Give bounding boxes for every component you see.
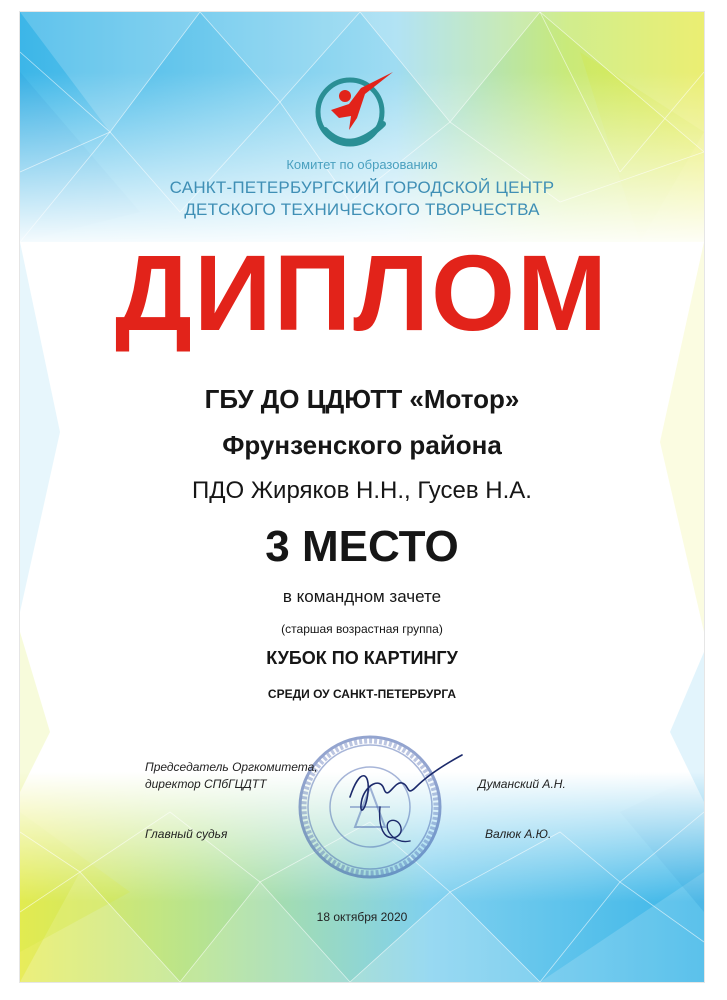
- diploma-page: [20, 12, 704, 982]
- competition-name: КУБОК ПО КАРТИНГУ: [266, 648, 458, 668]
- competition-scope: СРЕДИ ОУ САНКТ-ПЕТЕРБУРГА: [267, 687, 457, 701]
- recipient-organization: ГБУ ДО ЦДЮТТ «Мотор»: [204, 384, 520, 414]
- chair-title-line-2: директор СПбГЦДТТ: [145, 777, 267, 791]
- award-category: в командном зачете: [282, 587, 442, 606]
- judge-title: Главный судья: [145, 827, 228, 841]
- handwritten-signature-icon: [340, 737, 470, 857]
- recipient-teachers: ПДО Жиряков Н.Н., Гусев Н.А.: [192, 477, 532, 504]
- organization-line-1: САНКТ-ПЕТЕРБУРГСКИЙ ГОРОДСКОЙ ЦЕНТР: [169, 178, 555, 197]
- chair-title-line-1: Председатель Оргкомитета,: [145, 760, 318, 774]
- center-logo-icon: [305, 60, 405, 160]
- recipient-district: Фрунзенского района: [222, 430, 502, 460]
- issue-date: 18 октября 2020: [316, 910, 408, 924]
- organization-line-2: ДЕТСКОГО ТЕХНИЧЕСКОГО ТВОРЧЕСТВА: [184, 200, 540, 219]
- award-place: 3 МЕСТО: [265, 522, 459, 571]
- chair-name: Думанский А.Н.: [478, 777, 566, 791]
- diploma-title: ДИПЛОМ: [115, 232, 609, 353]
- committee-name: Комитет по образованию: [286, 157, 438, 172]
- judge-name: Валюк А.Ю.: [485, 827, 552, 841]
- award-age-group: (старшая возрастная группа): [281, 622, 443, 636]
